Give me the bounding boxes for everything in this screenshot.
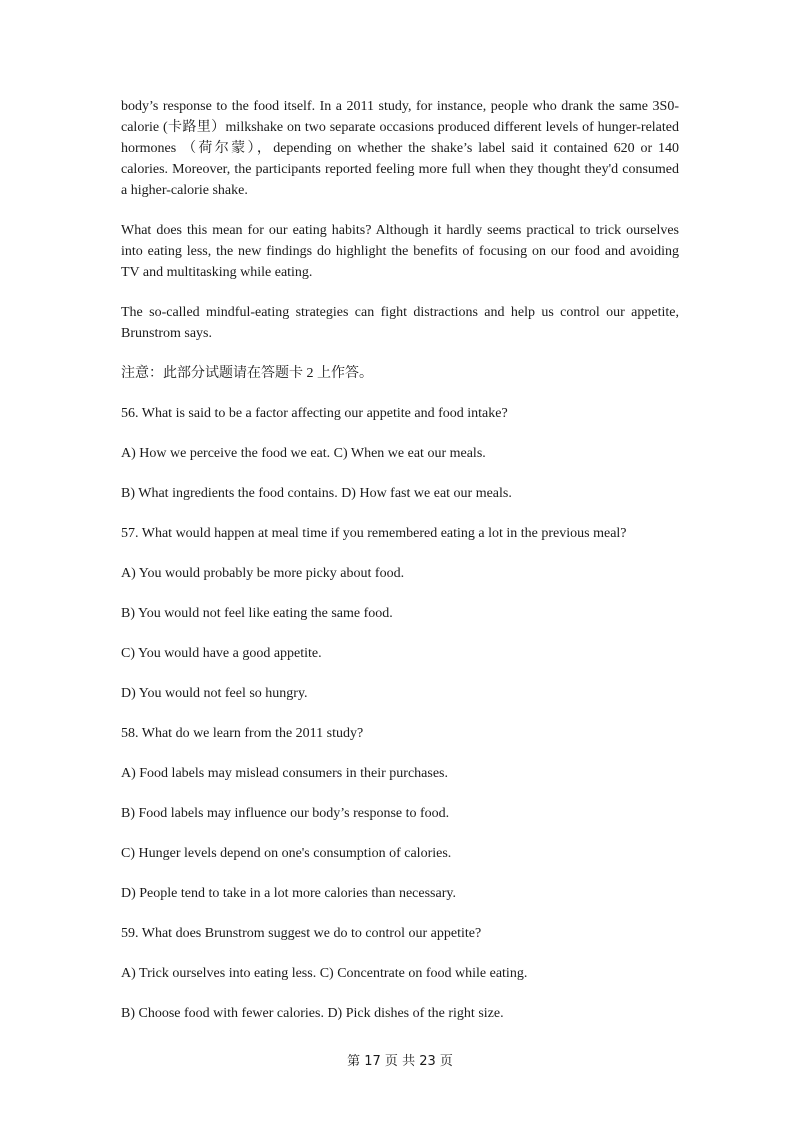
question-58-option-b: B) Food labels may influence our body’s response to food.	[121, 806, 450, 821]
question-57-option-a: A) You would probably be more picky about food.	[121, 566, 405, 581]
question-56-options-bd: B) What ingredients the food contains. D) How fast we eat our meals.	[121, 486, 512, 501]
question-56-options-ac: A) How we perceive the food we eat. C) When we eat our meals.	[121, 446, 486, 461]
question-58-option-d: D) People tend to take in a lot more calories than necessary.	[121, 886, 456, 901]
page-number-footer: 第 17 页 共 23 页	[347, 1054, 453, 1069]
question-57-option-d: D) You would not feel so hungry.	[121, 686, 308, 701]
question-58-option-a: A) Food labels may mislead consumers in their purchases.	[121, 766, 448, 781]
question-56: 56. What is said to be a factor affecting our appetite and food intake?	[121, 406, 508, 421]
passage-paragraph-1: body’s response to the food itself. In a 2011 study, for instance, people who drank the same 3S0-calorie (卡路里）milkshake on two separate occasions produced different levels of hunger-related hormones （荷尔蒙），depending on whether the shake’s label said it contained 620 or 140 calories. Moreover, the participants reported feeling more full when they thought they'd consumed a higher-calorie shake.	[121, 99, 679, 198]
passage-paragraph-2: What does this mean for our eating habits? Although it hardly seems practical to trick ourselves into eating less, the new findings do highlight the benefits of focusing on our food and avoiding TV and multitasking while eating.	[121, 223, 679, 280]
question-58: 58. What do we learn from the 2011 study?	[121, 726, 364, 741]
answer-sheet-note: 注意：此部分试题请在答题卡 2 上作答。	[121, 366, 373, 381]
question-59-options-bd: B) Choose food with fewer calories. D) Pick dishes of the right size.	[121, 1006, 504, 1021]
question-57-option-c: C) You would have a good appetite.	[121, 646, 322, 661]
question-58-option-c: C) Hunger levels depend on one's consumption of calories.	[121, 846, 452, 861]
question-57: 57. What would happen at meal time if you remembered eating a lot in the previous meal?	[121, 526, 627, 541]
question-57-option-b: B) You would not feel like eating the same food.	[121, 606, 393, 621]
document-page	[121, 96, 679, 1043]
passage-paragraph-3: The so-called mindful-eating strategies can fight distractions and help us control our appetite, Brunstrom says.	[121, 305, 679, 341]
question-59-options-ac: A) Trick ourselves into eating less. C) Concentrate on food while eating.	[121, 966, 528, 981]
question-59: 59. What does Brunstrom suggest we do to control our appetite?	[121, 926, 482, 941]
